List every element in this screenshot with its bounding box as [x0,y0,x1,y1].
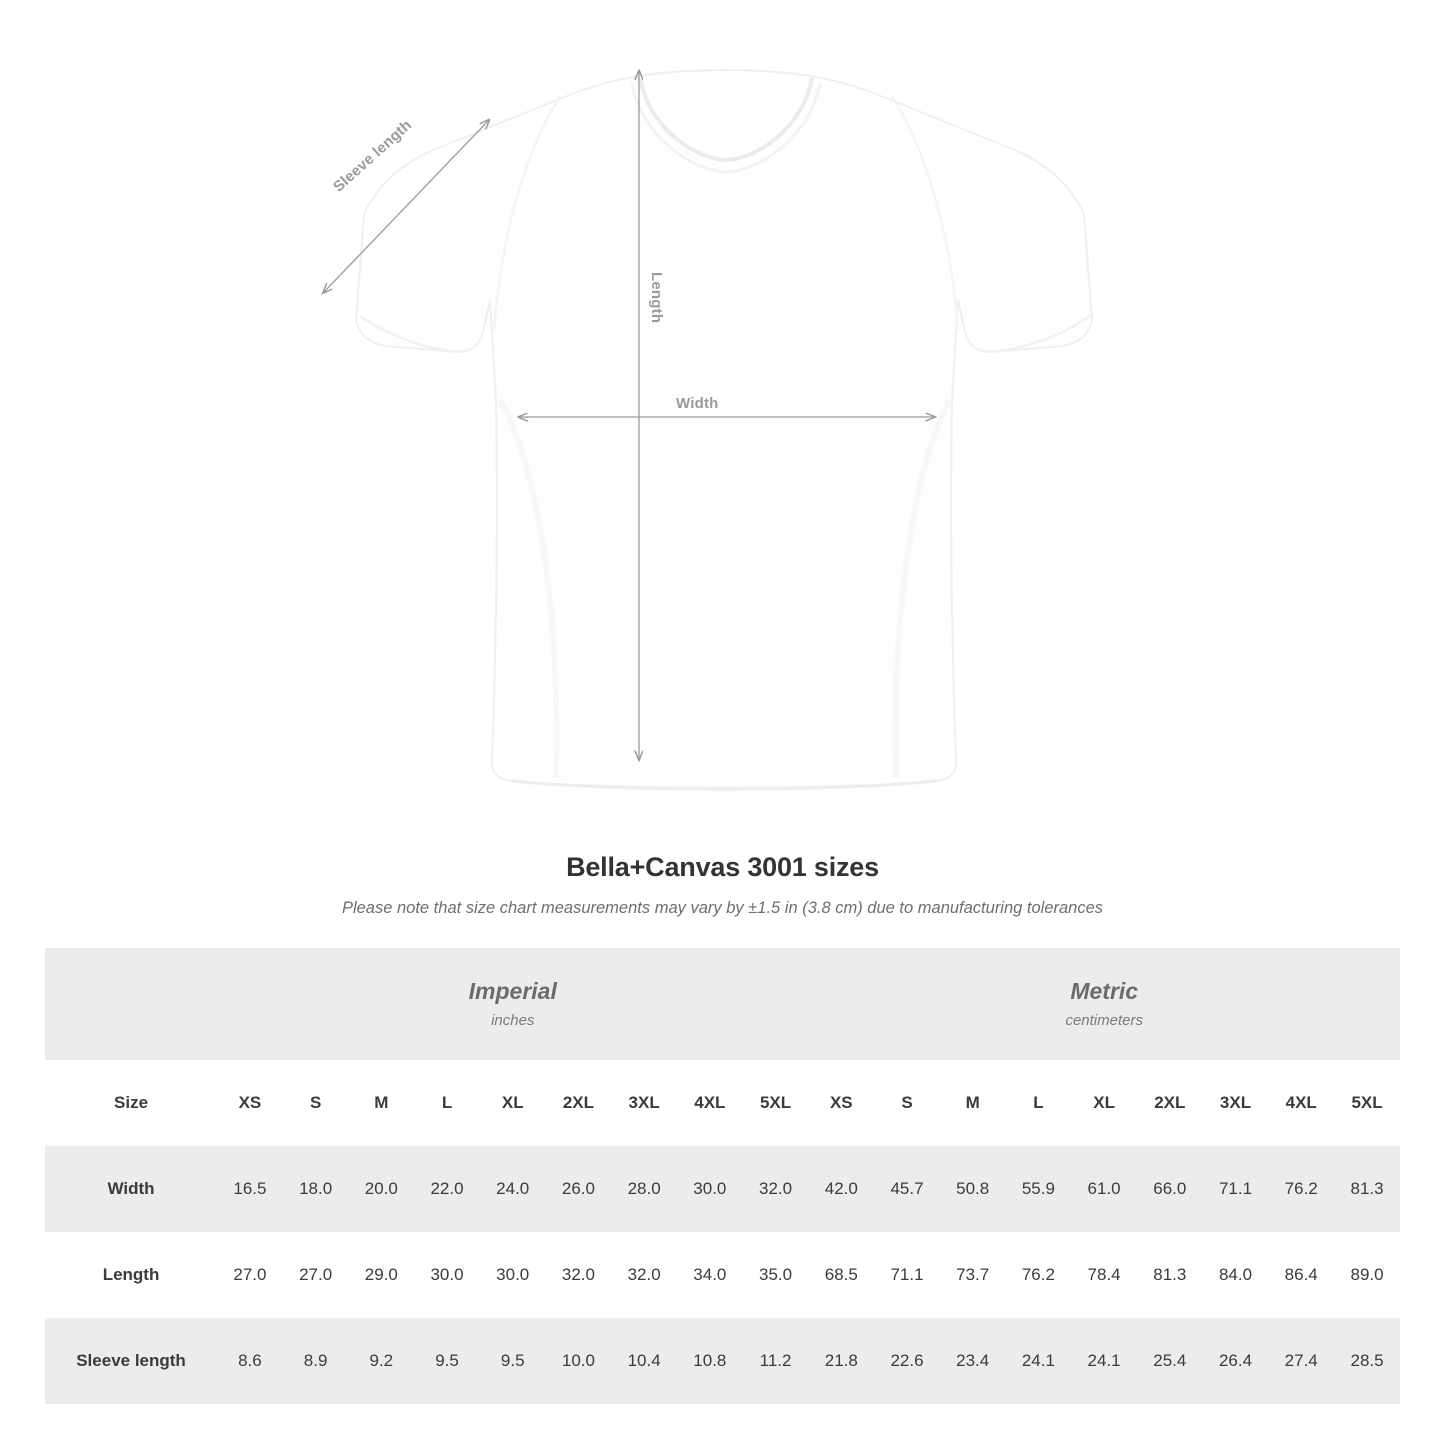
cell-sleeve-5xl-cm: 28.5 [1334,1318,1400,1404]
cell-sleeve-4xl-in: 10.8 [677,1318,743,1404]
cell-width-4xl-in: 30.0 [677,1146,743,1232]
cell-width-xs-in: 16.5 [217,1146,283,1232]
cell-sleeve-m-in: 9.2 [348,1318,414,1404]
cell-length-xs-in: 27.0 [217,1232,283,1318]
length-label: Length [648,272,665,324]
cell-width-l-in: 22.0 [414,1146,480,1232]
cell-sleeve-4xl-cm: 27.4 [1268,1318,1334,1404]
cell-sleeve-xl-cm: 24.1 [1071,1318,1137,1404]
cell-sleeve-xs-cm: 21.8 [808,1318,874,1404]
tshirt-shape [356,70,1092,789]
size-column-header: 5XL [1334,1060,1400,1146]
cell-length-3xl-cm: 84.0 [1203,1232,1269,1318]
table-row [45,1318,1400,1404]
size-column-header: L [1006,1060,1072,1146]
cell-length-xl-cm: 78.4 [1071,1232,1137,1318]
size-column-header: 2XL [546,1060,612,1146]
size-column-header: 4XL [1268,1060,1334,1146]
size-column-header: M [348,1060,414,1146]
unit-corner-cell [45,948,217,1060]
imperial-unit-cell [217,948,808,1060]
cell-length-xl-in: 30.0 [480,1232,546,1318]
cell-sleeve-l-cm: 24.1 [1006,1318,1072,1404]
cell-width-xl-in: 24.0 [480,1146,546,1232]
cell-width-3xl-in: 28.0 [611,1146,677,1232]
width-label: Width [676,395,719,412]
size-chart-table [45,948,1400,1404]
table-row [45,1146,1400,1232]
metric-unit-name: Metric [1070,977,1139,1004]
row-label-width: Width [45,1146,217,1232]
cell-width-2xl-in: 26.0 [546,1146,612,1232]
cell-length-5xl-cm: 89.0 [1334,1232,1400,1318]
cell-sleeve-3xl-in: 10.4 [611,1318,677,1404]
row-label-sleeve-length: Sleeve length [45,1318,217,1404]
size-chart-table-wrapper [45,948,1400,1404]
cell-length-xs-cm: 68.5 [808,1232,874,1318]
cell-sleeve-2xl-cm: 25.4 [1137,1318,1203,1404]
size-column-header: XL [480,1060,546,1146]
cell-sleeve-xl-in: 9.5 [480,1318,546,1404]
cell-length-m-cm: 73.7 [940,1232,1006,1318]
cell-width-l-cm: 55.9 [1006,1146,1072,1232]
size-column-header: 4XL [677,1060,743,1146]
cell-length-l-in: 30.0 [414,1232,480,1318]
cell-width-xl-cm: 61.0 [1071,1146,1137,1232]
cell-length-3xl-in: 32.0 [611,1232,677,1318]
cell-length-4xl-cm: 86.4 [1268,1232,1334,1318]
cell-sleeve-l-in: 9.5 [414,1318,480,1404]
size-column-header: S [874,1060,940,1146]
metric-unit-cell [808,948,1400,1060]
size-column-header: XS [217,1060,283,1146]
cell-width-s-cm: 45.7 [874,1146,940,1232]
cell-length-4xl-in: 34.0 [677,1232,743,1318]
title-block [0,852,1445,918]
tolerance-note: Please note that size chart measurements may vary by ±1.5 in (3.8 cm) due to manufacturing tolerances [341,899,1104,917]
cell-width-3xl-cm: 71.1 [1203,1146,1269,1232]
size-column-header: 2XL [1137,1060,1203,1146]
cell-length-m-in: 29.0 [348,1232,414,1318]
cell-width-2xl-cm: 66.0 [1137,1146,1203,1232]
cell-width-s-in: 18.0 [283,1146,349,1232]
cell-sleeve-xs-in: 8.6 [217,1318,283,1404]
size-column-header: XL [1071,1060,1137,1146]
cell-length-2xl-in: 32.0 [546,1232,612,1318]
size-column-header: S [283,1060,349,1146]
cell-sleeve-2xl-in: 10.0 [546,1318,612,1404]
cell-length-l-cm: 76.2 [1006,1232,1072,1318]
size-header-row [45,1060,1400,1146]
cell-width-5xl-cm: 81.3 [1334,1146,1400,1232]
cell-sleeve-s-cm: 22.6 [874,1318,940,1404]
cell-sleeve-s-in: 8.9 [283,1318,349,1404]
size-column-header: 3XL [1203,1060,1269,1146]
unit-header-row [45,948,1400,1060]
sleeve-length-label: Sleeve length [330,116,416,196]
cell-length-s-cm: 71.1 [874,1232,940,1318]
size-column-header: L [414,1060,480,1146]
cell-width-m-in: 20.0 [348,1146,414,1232]
metric-unit-sub: centimeters [1065,1012,1143,1030]
cell-width-5xl-in: 32.0 [743,1146,809,1232]
cell-length-2xl-cm: 81.3 [1137,1232,1203,1318]
cell-length-s-in: 27.0 [283,1232,349,1318]
imperial-unit-sub: inches [491,1012,535,1030]
size-column-header: 5XL [743,1060,809,1146]
table-row [45,1232,1400,1318]
cell-sleeve-m-cm: 23.4 [940,1318,1006,1404]
cell-width-4xl-cm: 76.2 [1268,1146,1334,1232]
size-column-header: M [940,1060,1006,1146]
cell-sleeve-3xl-cm: 26.4 [1203,1318,1269,1404]
page-title: Bella+Canvas 3001 sizes [566,852,879,882]
size-row-label: Size [45,1060,217,1146]
size-column-header: 3XL [611,1060,677,1146]
cell-width-xs-cm: 42.0 [808,1146,874,1232]
size-column-header: XS [808,1060,874,1146]
cell-length-5xl-in: 35.0 [743,1232,809,1318]
imperial-unit-name: Imperial [468,977,557,1004]
cell-width-m-cm: 50.8 [940,1146,1006,1232]
cell-sleeve-5xl-in: 11.2 [743,1318,809,1404]
row-label-length: Length [45,1232,217,1318]
